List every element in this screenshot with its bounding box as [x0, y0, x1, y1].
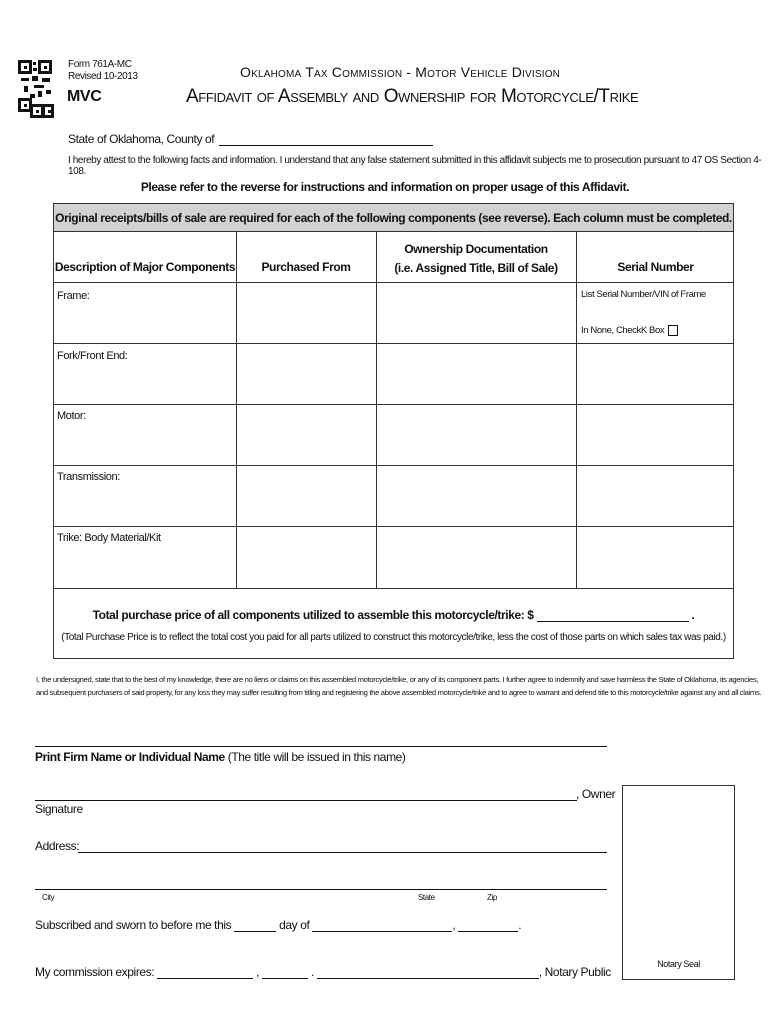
total-price-line: Total purchase price of all components utilized to assemble this motorcycle/trike: $ .	[92, 608, 695, 622]
owner-suffix: , Owner	[576, 787, 616, 801]
attestation-text: I hereby attest to the following facts and information. I understand that any false statement submitted in this affidavit subjects me to prosecution pursuant to 47 OS Section 4-108.	[68, 155, 762, 177]
form-title: Affidavit of Assembly and Ownership for Motorcycle/Trike	[186, 86, 639, 107]
form-number-block	[68, 59, 138, 83]
total-price-label: Total purchase price of all components utilized to assemble this motorcycle/trike: $	[92, 608, 534, 622]
state-label: State	[418, 893, 435, 902]
form-number: Form 761A-MC	[68, 59, 132, 70]
notary-seal-box	[622, 785, 735, 980]
qr-code	[18, 60, 52, 120]
none-checkbox[interactable]	[668, 325, 678, 336]
col-serial: Serial Number	[617, 260, 694, 274]
signature-label: Signature	[35, 802, 83, 816]
county-line	[68, 132, 433, 146]
commission-year-field[interactable]	[262, 966, 308, 979]
components-table	[53, 203, 734, 659]
address-label: Address:	[35, 839, 80, 853]
row-trike-body: Trike: Body Material/Kit	[57, 532, 161, 544]
zip-label: Zip	[487, 893, 497, 902]
notary-seal-label: Notary Seal	[657, 959, 700, 969]
agency-name: Oklahoma Tax Commission - Motor Vehicle Division	[240, 64, 561, 80]
col-purchased-from: Purchased From	[261, 260, 351, 274]
total-price-note: (Total Purchase Price is to reflect the total cost you paid for all parts utilized to construct this motorcycle/trike, less the cost of those parts on which sales tax was paid.)	[61, 632, 726, 643]
sworn-line: Subscribed and sworn to before me this day of , .	[35, 918, 522, 932]
revised-date: Revised 10-2013	[68, 71, 138, 82]
print-name-field[interactable]	[35, 746, 607, 747]
print-name-label: Print Firm Name or Individual Name (The title will be issued in this name)	[35, 750, 406, 764]
total-price-field[interactable]	[537, 609, 689, 622]
sworn-month-field[interactable]	[312, 919, 452, 932]
col-description: Description of Major Components	[54, 260, 236, 274]
county-label: State of Oklahoma, County of	[68, 132, 215, 146]
row-frame: Frame:	[57, 290, 90, 302]
owner-signature-field[interactable]	[35, 800, 577, 801]
commission-line: My commission expires: , . , Notary Public	[35, 965, 611, 979]
row-transmission: Transmission:	[57, 471, 120, 483]
table-banner: Original receipts/bills of sale are required for each of the following components (see reverse). Each column must be completed.	[54, 204, 733, 232]
notary-signature-field[interactable]	[317, 966, 539, 979]
commission-date-field[interactable]	[157, 966, 253, 979]
serial-hint: List Serial Number/VIN of Frame	[581, 289, 706, 300]
none-check-line	[581, 325, 678, 336]
certification-text: I, the undersigned, state that to the best of my knowledge, there are no liens or claims on this assembled motorcycle/trike, or any of its component parts. I further agree to indemnify and save harmless the State of Oklahoma, its agencies, and subsequent purchasers of said property, for any loss they may suffer resulting from titling and registering the above assembled motorcycle/trike and to agree to warrant and defend title to this motorcycle/trike against any and all claims.	[36, 675, 762, 697]
refer-notice: Please refer to the reverse for instructions and information on proper usage of this Affidavit.	[140, 180, 630, 194]
row-fork: Fork/Front End:	[57, 350, 128, 362]
col-ownership: Ownership Documentation (i.e. Assigned Title, Bill of Sale)	[394, 242, 558, 275]
row-motor: Motor:	[57, 410, 86, 422]
address-field[interactable]	[78, 852, 607, 853]
city-label: City	[42, 893, 55, 902]
division-code: MVC	[67, 88, 102, 105]
sworn-day-field[interactable]	[234, 919, 276, 932]
none-check-label: In None, CheckK Box	[581, 325, 665, 337]
sworn-year-field[interactable]	[458, 919, 518, 932]
county-field[interactable]	[219, 133, 433, 146]
city-state-zip-field[interactable]	[35, 889, 607, 890]
